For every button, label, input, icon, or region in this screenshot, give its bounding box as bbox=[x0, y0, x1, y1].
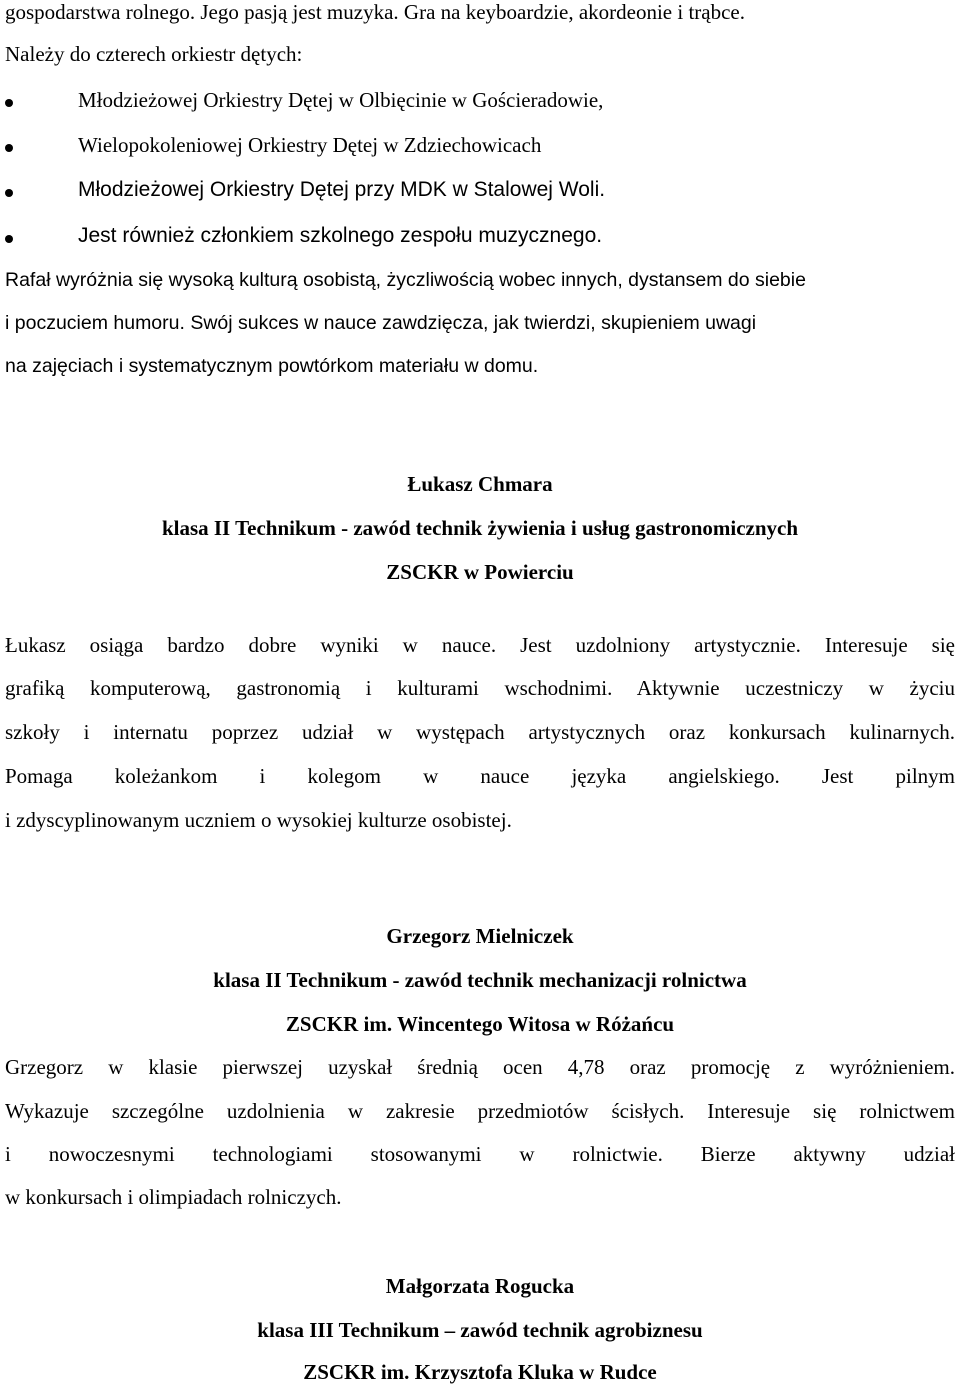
list-item-text: Wielopokoleniowej Orkiestry Dętej w Zdziechowicach bbox=[78, 133, 542, 157]
paragraph-line: Pomaga koleżankom i kolegom w nauce języka angielskiego. Jest pilnym bbox=[5, 764, 955, 788]
paragraph-line: grafiką komputerową, gastronomią i kulturami wschodnimi. Aktywnie uczestniczy w życiu bbox=[5, 676, 955, 700]
student-class-grzegorz: klasa II Technikum - zawód technik mechanizacji rolnictwa bbox=[213, 968, 747, 992]
paragraph-line: i zdyscyplinowanym uczniem o wysokiej kulturze osobistej. bbox=[5, 808, 512, 832]
bullet-icon bbox=[5, 99, 13, 107]
paragraph-line: w konkursach i olimpiadach rolniczych. bbox=[5, 1185, 342, 1209]
student-class-lukasz: klasa II Technikum - zawód technik żywienia i usług gastronomicznych bbox=[161, 516, 799, 540]
student-name-grzegorz: Grzegorz Mielniczek bbox=[386, 924, 574, 948]
bullet-icon bbox=[5, 189, 13, 197]
list-item-text: Młodzieżowej Orkiestry Dętej w Olbięcinie w Gościeradowie, bbox=[78, 88, 604, 112]
student-name-malgorzata: Małgorzata Rogucka bbox=[385, 1274, 575, 1298]
bullet-icon bbox=[5, 144, 13, 152]
paragraph-line: Rafał wyróżnia się wysoką kulturą osobistą, życzliwością wobec innych, dystansem do siebie bbox=[5, 269, 806, 291]
intro-line-1: gospodarstwa rolnego. Jego pasją jest muzyka. Gra na keyboardzie, akordeonie i trąbce. bbox=[5, 0, 745, 24]
student-school-grzegorz: ZSCKR im. Wincentego Witosa w Różańcu bbox=[285, 1012, 675, 1036]
paragraph-line: szkoły i internatu poprzez udział w występach artystycznych oraz konkursach kulinarnych. bbox=[5, 720, 955, 744]
paragraph-line: i poczuciem humoru. Swój sukces w nauce zawdzięcza, jak twierdzi, skupieniem uwagi bbox=[5, 312, 757, 334]
paragraph-line: i nowoczesnymi technologiami stosowanymi w rolnictwie. Bierze aktywny udział bbox=[5, 1142, 955, 1166]
bullet-icon bbox=[5, 235, 13, 243]
student-school-malgorzata: ZSCKR im. Krzysztofa Kluka w Rudce bbox=[303, 1360, 657, 1384]
paragraph-line: Grzegorz w klasie pierwszej uzyskał średnią ocen 4,78 oraz promocję z wyróżnieniem. bbox=[5, 1055, 955, 1079]
paragraph-line: Wykazuje szczególne uzdolnienia w zakresie przedmiotów ścisłych. Interesuje się rolnictwem bbox=[5, 1099, 955, 1123]
list-item-text: Młodzieżowej Orkiestry Dętej przy MDK w Stalowej Woli. bbox=[78, 178, 606, 201]
student-class-malgorzata: klasa III Technikum – zawód technik agrobiznesu bbox=[257, 1318, 703, 1342]
intro-line-2: Należy do czterech orkiestr dętych: bbox=[5, 42, 303, 66]
student-name-lukasz: Łukasz Chmara bbox=[407, 472, 553, 496]
paragraph-line: na zajęciach i systematycznym powtórkom materiału w domu. bbox=[5, 355, 539, 377]
list-item-text: Jest również członkiem szkolnego zespołu muzycznego. bbox=[78, 224, 603, 247]
paragraph-line: Łukasz osiąga bardzo dobre wyniki w nauce. Jest uzdolniony artystycznie. Interesuje się bbox=[5, 633, 955, 657]
student-school-lukasz: ZSCKR w Powierciu bbox=[386, 560, 574, 584]
